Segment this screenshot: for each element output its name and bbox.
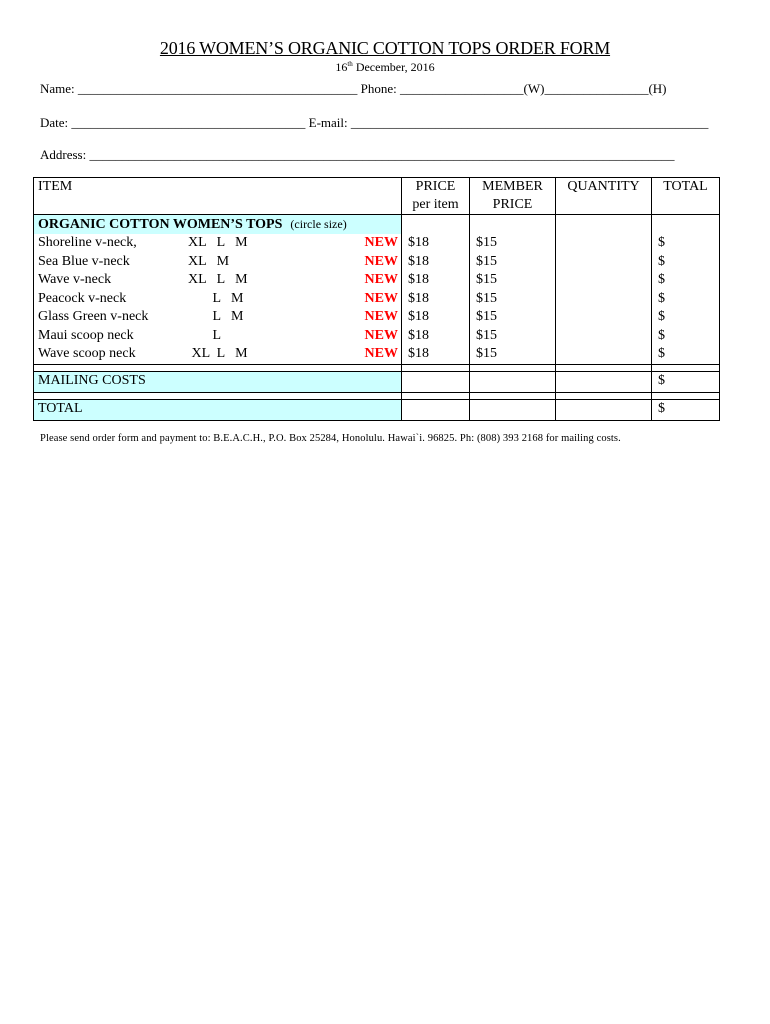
category-heading: ORGANIC COTTON WOMEN’S TOPS (circle size) (34, 215, 401, 234)
item-total[interactable]: $ (658, 346, 665, 361)
items-cell (34, 215, 402, 365)
item-price: $18 (408, 272, 429, 287)
footer-instructions: Please send order form and payment to: B.E.A.C.H., P.O. Box 25284, Honolulu. Hawai`i. 96825. Ph: (808) 393 2168 for mailing costs. (40, 433, 621, 444)
grand-total-cell[interactable]: $ (652, 399, 720, 420)
form-title: 2016 WOMEN’S ORGANIC COTTON TOPS ORDER FORM (159, 38, 611, 58)
item-sizes[interactable]: L M (188, 290, 244, 306)
new-badge: NEW (364, 272, 398, 288)
item-row (34, 253, 401, 272)
quantity-column[interactable] (556, 215, 652, 365)
header-quantity: QUANTITY (556, 178, 652, 215)
address-field[interactable]: Address: __________________________________________________________________________________________ (40, 147, 675, 162)
price-column (402, 215, 470, 365)
total-price-cell (402, 399, 470, 420)
item-total[interactable]: $ (658, 272, 665, 287)
new-badge: NEW (364, 327, 398, 343)
new-badge: NEW (364, 346, 398, 362)
new-badge: NEW (364, 235, 398, 251)
mailing-member-cell (470, 371, 556, 392)
header-item: ITEM (34, 178, 402, 215)
item-row (34, 271, 401, 290)
item-name: Peacock v-neck (38, 290, 127, 306)
total-quantity-cell[interactable] (556, 399, 652, 420)
mailing-quantity-cell[interactable] (556, 371, 652, 392)
order-table (33, 177, 720, 421)
item-sizes[interactable]: XL M (188, 253, 230, 269)
total-label: TOTAL (34, 399, 402, 420)
item-member-price: $15 (476, 290, 497, 306)
item-price: $18 (408, 346, 429, 361)
item-member-price: $15 (476, 272, 497, 287)
item-member-price: $15 (476, 327, 497, 343)
form-date: 16th December, 2016 (335, 60, 435, 74)
total-column (652, 215, 720, 365)
item-name: Maui scoop neck (38, 327, 134, 343)
item-name: Shoreline v-neck, (38, 235, 137, 251)
item-name: Sea Blue v-neck (38, 253, 130, 269)
item-quantity-input[interactable] (556, 327, 651, 346)
item-price: $18 (408, 309, 429, 324)
item-price: $18 (408, 290, 429, 306)
item-name: Wave scoop neck (38, 346, 136, 362)
item-quantity-input[interactable] (556, 345, 651, 364)
item-member-price: $15 (476, 346, 497, 361)
item-quantity-input[interactable] (556, 308, 651, 327)
member-price-column (470, 215, 556, 365)
item-row (34, 345, 401, 364)
item-total[interactable]: $ (658, 290, 665, 306)
item-sizes[interactable]: L (188, 327, 222, 343)
total-member-cell (470, 399, 556, 420)
item-price: $18 (408, 253, 429, 269)
item-name: Glass Green v-neck (38, 309, 149, 325)
header-total: TOTAL (652, 178, 720, 215)
item-quantity-input[interactable] (556, 290, 651, 309)
item-quantity-input[interactable] (556, 234, 651, 253)
item-member-price: $15 (476, 253, 497, 269)
item-member-price: $15 (476, 309, 497, 324)
new-badge: NEW (364, 309, 398, 325)
item-total[interactable]: $ (658, 253, 665, 269)
new-badge: NEW (364, 253, 398, 269)
header-price: PRICE per item (402, 178, 470, 215)
mailing-price-cell (402, 371, 470, 392)
mailing-costs-label: MAILING COSTS (34, 371, 402, 392)
item-sizes[interactable]: XL L M (188, 235, 248, 251)
item-total[interactable]: $ (658, 235, 665, 250)
item-quantity-input[interactable] (556, 253, 651, 272)
item-total[interactable]: $ (658, 309, 665, 324)
new-badge: NEW (364, 290, 398, 306)
name-phone-field[interactable]: Name: ___________________________________________ Phone: ___________________(W)________________(H) (40, 81, 667, 96)
mailing-total-cell[interactable]: $ (652, 371, 720, 392)
header-member-price: MEMBER PRICE (470, 178, 556, 215)
item-sizes[interactable]: XL L M (188, 272, 248, 288)
item-sizes[interactable]: XL L M (188, 346, 248, 362)
item-row (34, 308, 401, 327)
item-price: $18 (408, 235, 429, 250)
item-member-price: $15 (476, 235, 497, 250)
item-total[interactable]: $ (658, 327, 665, 343)
item-name: Wave v-neck (38, 272, 112, 288)
item-quantity-input[interactable] (556, 271, 651, 290)
date-email-field[interactable]: Date: ____________________________________ E-mail: _______________________________________________________ (40, 115, 709, 130)
item-sizes[interactable]: L M (188, 309, 244, 325)
item-row (34, 327, 401, 346)
item-price: $18 (408, 327, 429, 343)
item-row (34, 234, 401, 253)
item-row (34, 290, 401, 309)
